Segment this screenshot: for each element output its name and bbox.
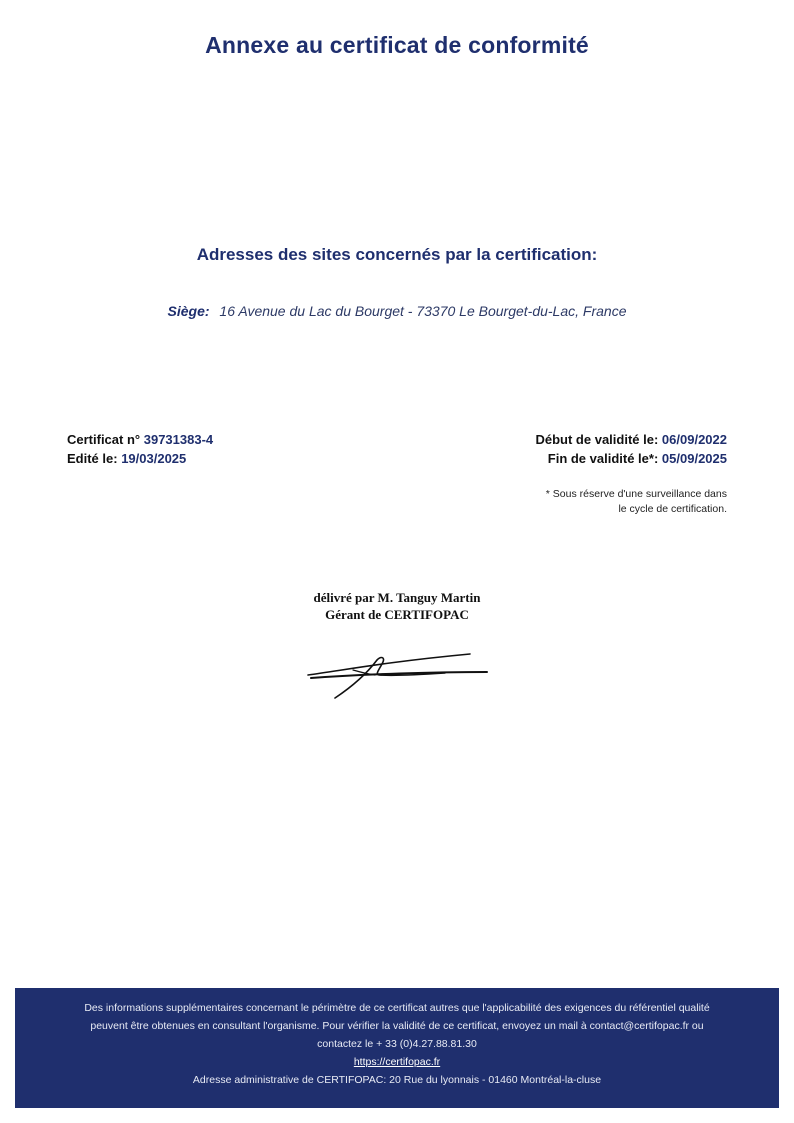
surveillance-note-line2: le cycle de certification. (618, 503, 727, 515)
sites-heading: Adresses des sites concernés par la certification: (196, 245, 598, 264)
validity-start-row (535, 430, 727, 449)
validity-start-value: 06/09/2022 (661, 432, 727, 447)
edited-date-value: 19/03/2025 (121, 451, 187, 466)
certificate-info-left (67, 430, 213, 468)
edited-date-label: Edité le: (67, 451, 118, 466)
signer-name: délivré par M. Tanguy Martin (313, 590, 481, 605)
siege-address-line (0, 303, 794, 319)
siege-label: Siège: (167, 303, 210, 319)
footer-address: Adresse administrative de CERTIFOPAC: 20 Rue du lyonnais - 01460 Montréal-la-cluse (192, 1074, 602, 1086)
footer-info-box (15, 988, 779, 1108)
validity-start-label: Début de validité le: (535, 432, 659, 447)
edited-date-row (67, 449, 213, 468)
validity-end-label: Fin de validité le*: (547, 451, 659, 466)
website-link[interactable]: https://certifopac.fr (353, 1056, 441, 1068)
footer-line-3: contactez le + 33 (0)4.27.88.81.30 (317, 1038, 477, 1050)
certificate-info-right (535, 430, 727, 468)
certificate-number-value: 39731383-4 (143, 432, 214, 447)
document-title: Annexe au certificat de conformité (205, 32, 589, 58)
certificate-number-label: Certificat n° (67, 432, 141, 447)
signer-block (0, 589, 794, 623)
validity-end-row (535, 449, 727, 468)
certificate-number-row (67, 430, 213, 449)
footer-line-1: Des informations supplémentaires concernant le périmètre de ce certificat autres que l'applicabilité des exigences du référentiel qualité (84, 1002, 710, 1014)
siege-address: 16 Avenue du Lac du Bourget - 73370 Le Bourget-du-Lac, France (219, 303, 627, 319)
signer-title: Gérant de CERTIFOPAC (325, 607, 469, 622)
handwritten-signature (305, 648, 490, 702)
footer-line-2: peuvent être obtenues en consultant l'organisme. Pour vérifier la validité de ce certificat, envoyez un mail à contact@certifopac.fr ou (90, 1020, 704, 1032)
validity-end-value: 05/09/2025 (661, 451, 727, 466)
surveillance-note-line1: * Sous réserve d'une surveillance dans (545, 488, 727, 500)
surveillance-note (507, 487, 727, 517)
